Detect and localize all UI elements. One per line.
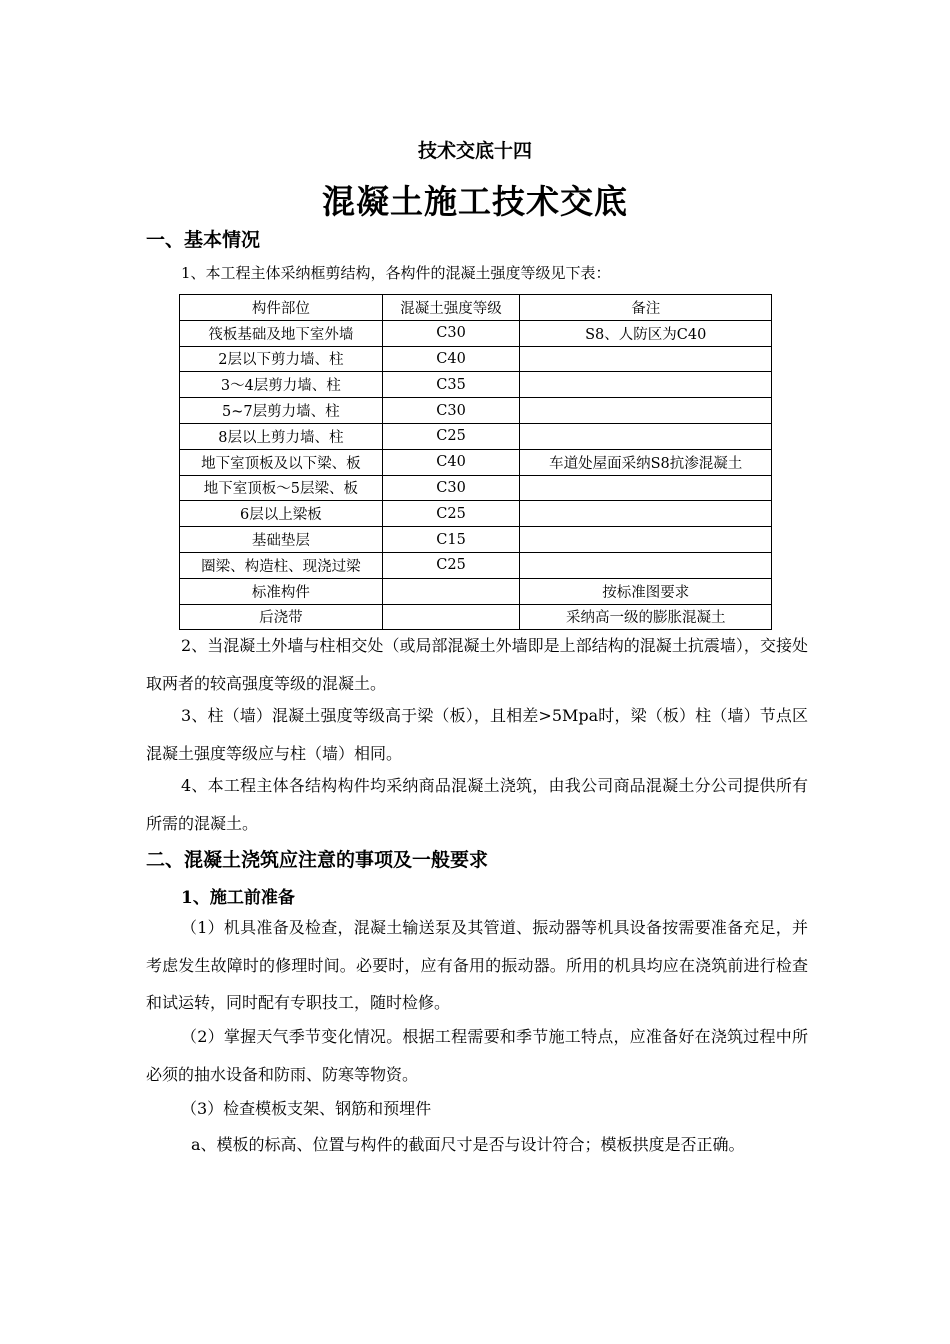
table-row (180, 578, 772, 604)
table-row (180, 398, 772, 424)
paragraph-4: 4、本工程主体各结构构件均采纳商品混凝土浇筑，由我公司商品混凝土分公司提供所有所需的混凝土。 (146, 776, 808, 833)
table-cell: C25 (382, 423, 520, 449)
table-cell: S8、人防区为C40 (520, 320, 772, 346)
table-row (180, 552, 772, 578)
table-cell (520, 372, 772, 398)
table-header-row (180, 295, 772, 321)
table-cell: 筏板基础及地下室外墙 (180, 320, 383, 346)
table-cell: 3～4层剪力墙、柱 (180, 372, 383, 398)
table-cell: 6层以上梁板 (180, 501, 383, 527)
table-cell (520, 423, 772, 449)
item-3a-paragraph: a、模板的标高、位置与构件的截面尺寸是否与设计符合；模板拱度是否正确。 (191, 1135, 745, 1154)
table-row (180, 372, 772, 398)
table-cell (382, 578, 520, 604)
table-cell (382, 604, 520, 630)
table-body (180, 320, 772, 630)
item-1-paragraph: （1）机具准备及检查，混凝土输送泵及其管道、振动器等机具设备按需要准备充足，并考虑发生故障时的修理时间。必要时，应有备用的振动器。所用的机具均应在浇筑前进行检查和试运转，同时配有专职技工，随时检修。 (146, 918, 808, 1012)
table-cell: C40 (382, 346, 520, 372)
table-cell (520, 552, 772, 578)
table-row (180, 320, 772, 346)
section-2-subheading: 1、施工前准备 (181, 888, 295, 908)
table-row (180, 527, 772, 553)
table-cell: C40 (382, 449, 520, 475)
table-cell: C35 (382, 372, 520, 398)
table-cell: 标准构件 (180, 578, 383, 604)
paragraph-2: 2、当混凝土外墙与柱相交处（或局部混凝土外墙即是上部结构的混凝土抗震墙），交接处取两者的较高强度等级的混凝土。 (146, 636, 808, 693)
table-cell: 基础垫层 (180, 527, 383, 553)
table-row (180, 423, 772, 449)
table-row (180, 501, 772, 527)
concrete-grade-table (179, 294, 772, 630)
table-cell: 按标准图要求 (520, 578, 772, 604)
document-subtitle: 技术交底十四 (417, 140, 532, 162)
table-cell: 地下室顶板及以下梁、板 (180, 449, 383, 475)
table-row (180, 604, 772, 630)
table-cell: 车道处屋面采纳S8抗渗混凝土 (520, 449, 772, 475)
document-title: 混凝土施工技术交底 (322, 182, 628, 221)
table-cell: 采纳高一级的膨胀混凝土 (520, 604, 772, 630)
paragraph-3: 3、柱（墙）混凝土强度等级高于梁（板），且相差>5Mpa时，梁（板）柱（墙）节点区混凝土强度等级应与柱（墙）相同。 (146, 706, 808, 763)
table-cell (520, 398, 772, 424)
table-cell: 圈梁、构造柱、现浇过梁 (180, 552, 383, 578)
table-cell: C30 (382, 475, 520, 501)
item-2-paragraph: （2）掌握天气季节变化情况。根据工程需要和季节施工特点，应准备好在浇筑过程中所必须的抽水设备和防雨、防寒等物资。 (146, 1027, 808, 1084)
table-row (180, 449, 772, 475)
table-cell (520, 475, 772, 501)
table-cell: C30 (382, 320, 520, 346)
table-header-cell: 构件部位 (180, 295, 383, 321)
section-2-heading: 二、混凝土浇筑应注意的事项及一般要求 (146, 849, 489, 871)
section-1-heading: 一、基本情况 (146, 229, 261, 251)
table-cell: 后浇带 (180, 604, 383, 630)
table-cell: 2层以下剪力墙、柱 (180, 346, 383, 372)
table-cell: C25 (382, 501, 520, 527)
table-row (180, 475, 772, 501)
table-cell (520, 527, 772, 553)
table-cell: C30 (382, 398, 520, 424)
table-cell: C25 (382, 552, 520, 578)
table-cell: C15 (382, 527, 520, 553)
table-header-cell: 备注 (520, 295, 772, 321)
table-row (180, 346, 772, 372)
table-cell: 5~7层剪力墙、柱 (180, 398, 383, 424)
section-1-intro: 1、本工程主体采纳框剪结构，各构件的混凝土强度等级见下表： (181, 264, 611, 282)
table-cell (520, 501, 772, 527)
table-cell: 地下室顶板～5层梁、板 (180, 475, 383, 501)
item-3-paragraph: （3）检查模板支架、钢筋和预埋件 (181, 1099, 432, 1118)
table-cell: 8层以上剪力墙、柱 (180, 423, 383, 449)
table-cell (520, 346, 772, 372)
table-header-cell: 混凝土强度等级 (382, 295, 520, 321)
